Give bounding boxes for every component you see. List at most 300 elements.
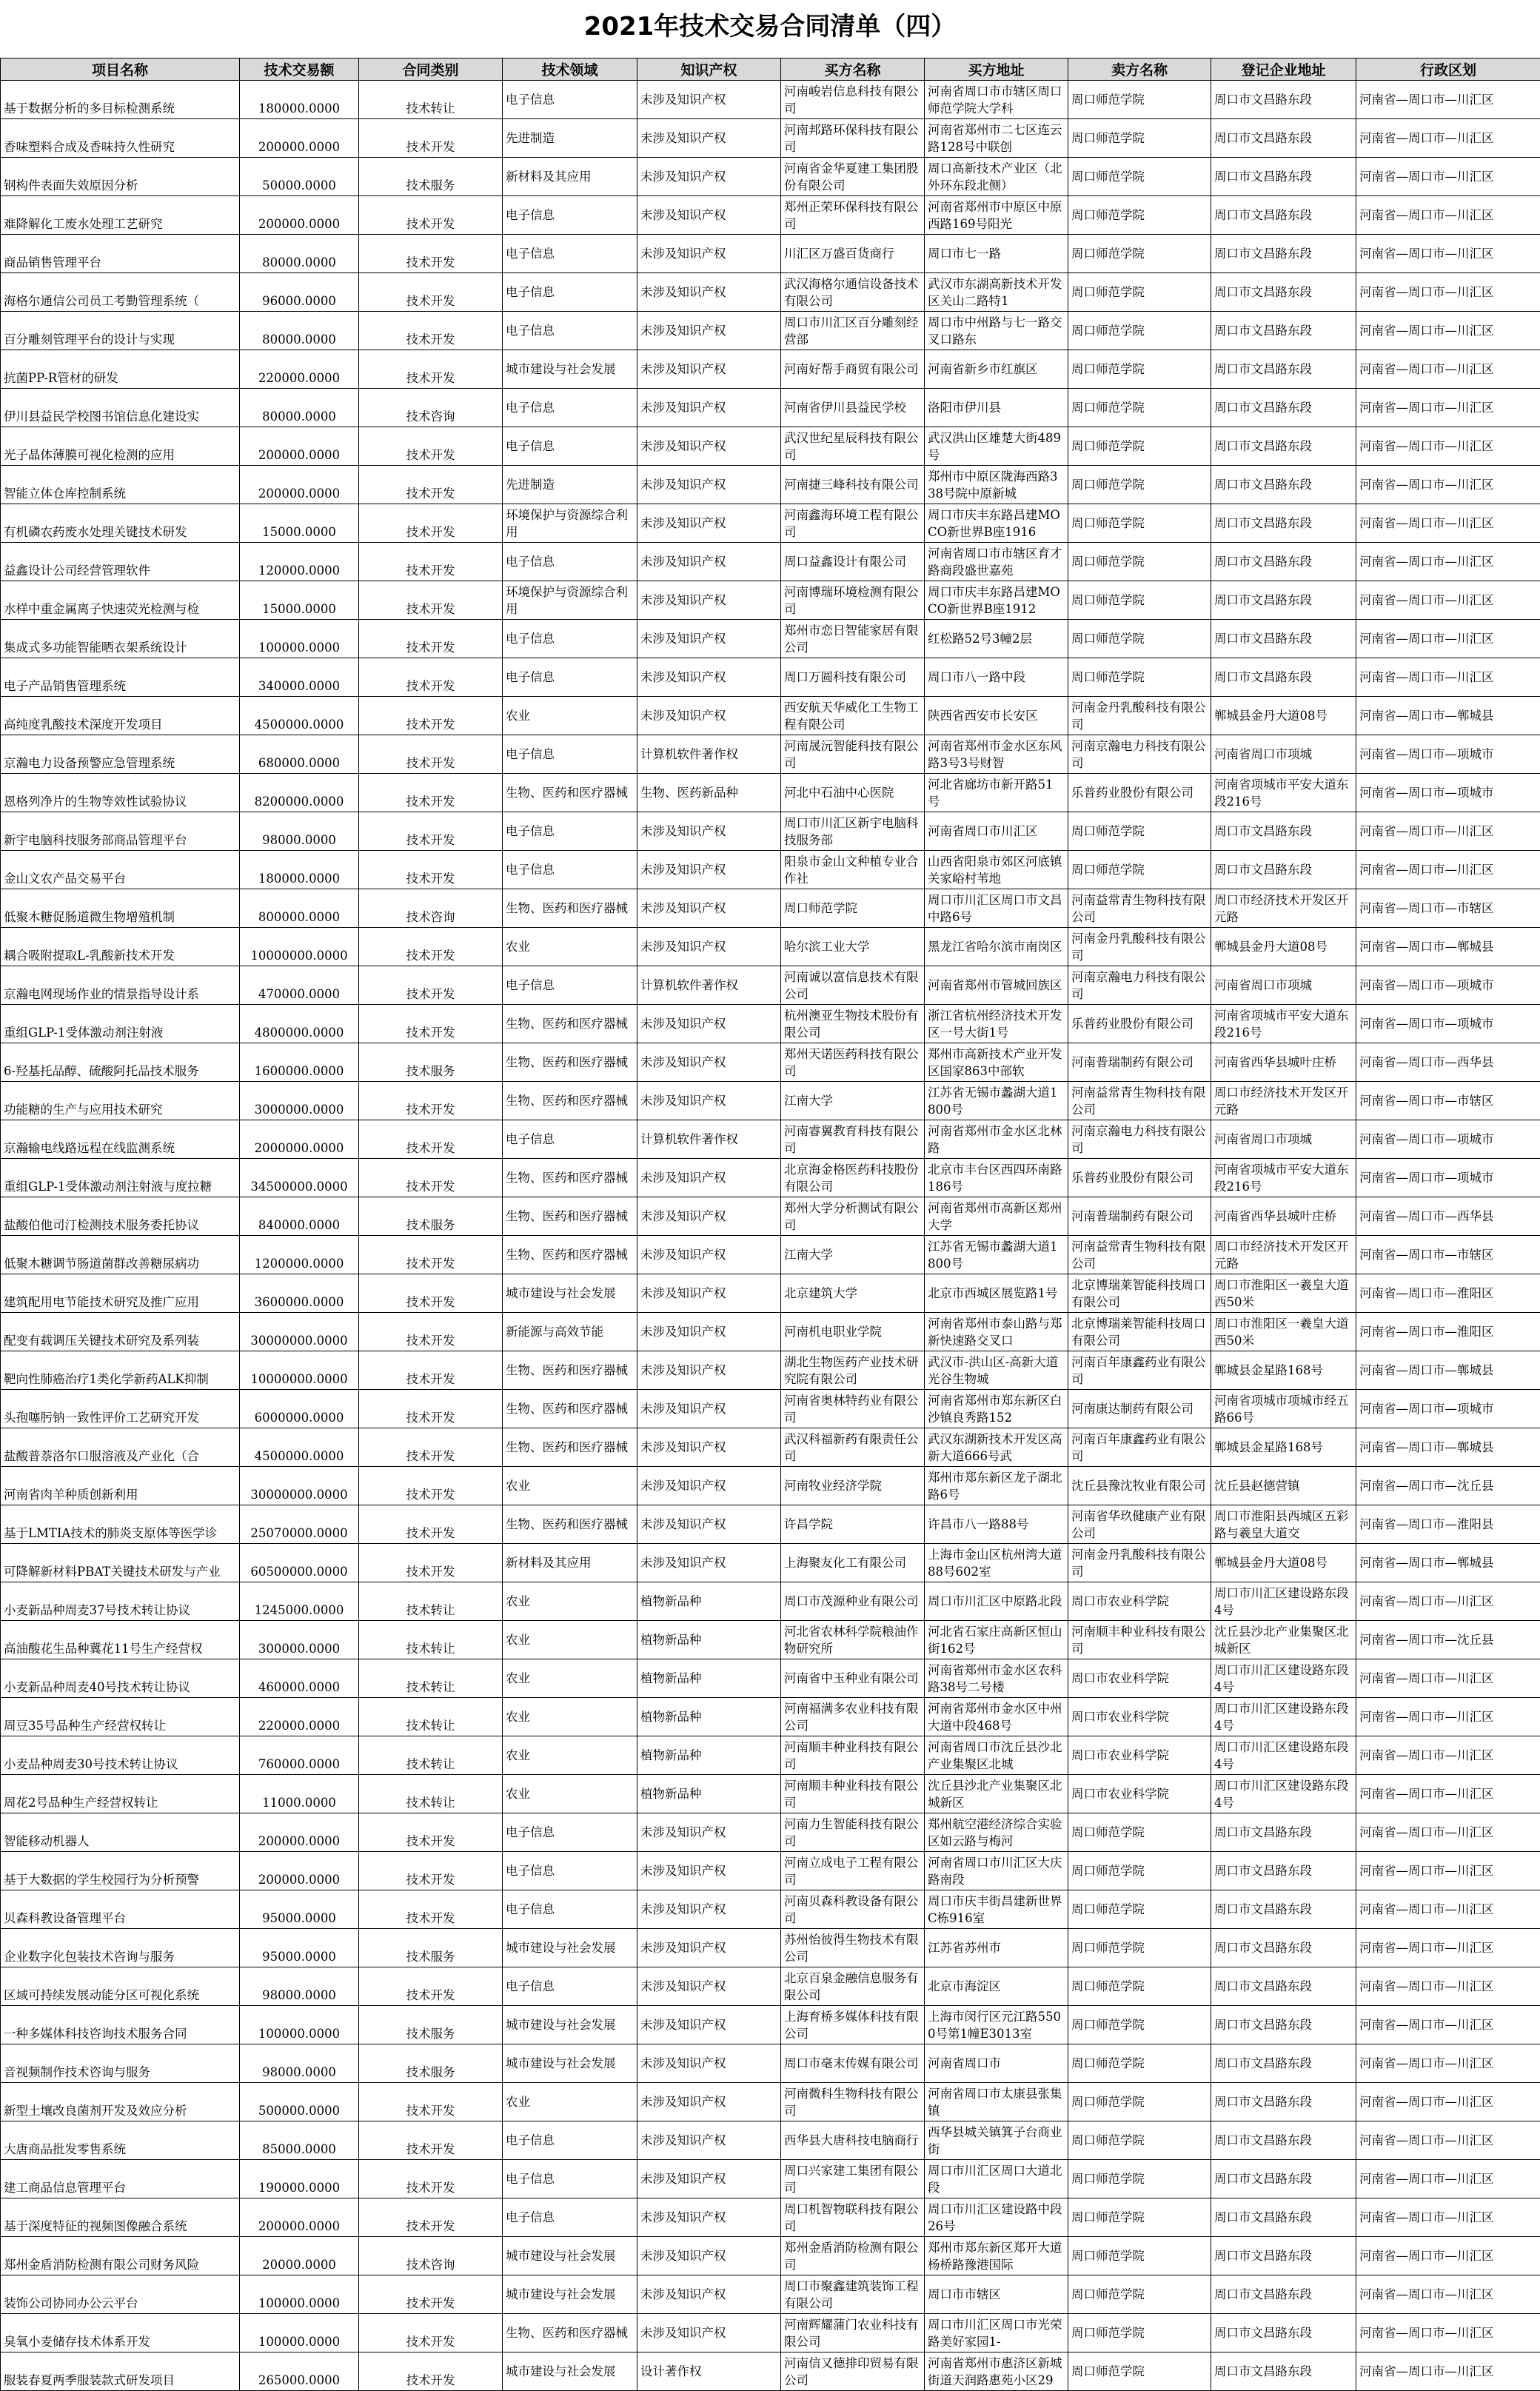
cell-text: 未涉及知识产权 (640, 1248, 726, 1262)
cell-registered-address (1211, 581, 1356, 620)
cell-text: 郑州市恋日智能家居有限公司 (784, 623, 919, 655)
cell-text: 周口师范学院 (1071, 670, 1145, 684)
cell-district (1356, 1544, 1540, 1582)
cell-text: 周口市川汇区建设路东段4号 (1214, 1739, 1349, 1771)
cell-seller-name (1068, 466, 1211, 504)
table-row (1, 350, 1540, 389)
cell-project-name: 靶向性肺癌治疗1类化学新药ALK抑制 (1, 1351, 240, 1390)
cell-buyer-name (781, 1621, 925, 1659)
cell-project-name: 耦合吸附提取L-乳酸新技术开发 (1, 928, 240, 966)
cell-text: 上海市闵行区元江路5500号第1幢E3013室 (928, 2009, 1061, 2041)
cell-text: 河南省—周口市—川汇区 (1359, 208, 1494, 222)
cell-text: 新能源与高效节能 (506, 1325, 603, 1339)
cell-seller-name (1068, 1544, 1211, 1582)
cell-text: 植物新品种 (640, 1710, 702, 1724)
cell-ip (637, 1852, 781, 1890)
cell-contract-type: 技术开发 (359, 1852, 503, 1890)
cell-text: 河南省—周口市—淮阳县 (1359, 1517, 1494, 1531)
cell-buyer-name (781, 2198, 925, 2237)
cell-amount: 470000.0000 (240, 966, 359, 1005)
cell-text: 生物、医药和医疗器械 (506, 1248, 628, 1262)
cell-registered-address (1211, 350, 1356, 389)
cell-tech-field (503, 543, 637, 581)
cell-tech-field (503, 2044, 637, 2083)
cell-buyer-address (925, 119, 1068, 158)
cell-amount: 190000.0000 (240, 2160, 359, 2198)
cell-buyer-address (925, 812, 1068, 851)
cell-tech-field (503, 235, 637, 273)
cell-project-name: 服装春夏两季服装款式研发项目 (1, 2352, 240, 2391)
cell-text: 未涉及知识产权 (640, 555, 726, 569)
cell-text: 河南普瑞制药有限公司 (1071, 1209, 1194, 1223)
cell-text: 未涉及知识产权 (640, 1556, 726, 1570)
cell-seller-name (1068, 1775, 1211, 1813)
cell-text: 农业 (506, 1479, 530, 1493)
cell-contract-type: 技术开发 (359, 2198, 503, 2237)
cell-buyer-name (781, 158, 925, 196)
cell-registered-address (1211, 2121, 1356, 2160)
cell-seller-name (1068, 2275, 1211, 2314)
cell-buyer-name (781, 1428, 925, 1467)
cell-buyer-address (925, 1736, 1068, 1775)
cell-tech-field (503, 466, 637, 504)
cell-tech-field (503, 119, 637, 158)
cell-project-name: 一种多媒体科技咨询技术服务合同 (1, 2006, 240, 2044)
cell-project-name: 可降解新材料PBAT关键技术研发与产业 (1, 1544, 240, 1582)
cell-buyer-address (925, 1197, 1068, 1236)
cell-registered-address (1211, 2352, 1356, 2391)
table-row (1, 1890, 1540, 1929)
table-row (1, 2044, 1540, 2083)
cell-text: 周口师范学院 (1071, 401, 1145, 415)
cell-seller-name (1068, 1313, 1211, 1351)
cell-text: 北京市丰台区西四环南路186号 (928, 1162, 1062, 1194)
cell-buyer-address (925, 1159, 1068, 1197)
cell-registered-address (1211, 389, 1356, 427)
cell-registered-address (1211, 620, 1356, 658)
header-contract-type: 合同类别 (359, 58, 503, 81)
cell-text: 乐普药业股份有限公司 (1071, 1017, 1194, 1031)
cell-contract-type: 技术服务 (359, 1197, 503, 1236)
cell-ip (637, 543, 781, 581)
cell-contract-type: 技术开发 (359, 581, 503, 620)
cell-text: 未涉及知识产权 (640, 593, 726, 607)
cell-text: 周口市川汇区周口市光荣路美好家园1- (928, 2317, 1062, 2349)
cell-project-name: 建筑配用电节能技术研究及推广应用 (1, 1274, 240, 1313)
cell-amount: 15000.0000 (240, 504, 359, 543)
cell-text: 未涉及知识产权 (640, 1171, 726, 1185)
cell-text: 农业 (506, 1787, 530, 1801)
cell-registered-address (1211, 196, 1356, 235)
cell-text: 河北省廊坊市新开路51号 (928, 777, 1054, 809)
cell-registered-address (1211, 466, 1356, 504)
cell-amount: 680000.0000 (240, 735, 359, 774)
cell-text: 河南诚以富信息技术有限公司 (784, 969, 919, 1001)
cell-text: 电子信息 (506, 401, 555, 415)
cell-text: 河南省—周口市—沈丘县 (1359, 1633, 1494, 1647)
cell-registered-address (1211, 1890, 1356, 1929)
cell-text: 城市建设与社会发展 (506, 2056, 616, 2070)
cell-contract-type: 技术转让 (359, 1775, 503, 1813)
cell-text: 电子信息 (506, 324, 555, 338)
cell-text: 电子信息 (506, 978, 555, 992)
cell-text: 河南省项城市平安大道东段216号 (1214, 1008, 1349, 1040)
cell-text: 周口师范学院 (1071, 2210, 1145, 2224)
cell-seller-name (1068, 1467, 1211, 1505)
cell-ip (637, 1736, 781, 1775)
cell-project-name: 新型土壤改良菌剂开发及效应分析 (1, 2083, 240, 2121)
cell-tech-field (503, 350, 637, 389)
cell-buyer-name (781, 2314, 925, 2352)
cell-amount: 3600000.0000 (240, 1274, 359, 1313)
cell-text: 江苏省无锡市蠡湖大道1800号 (928, 1085, 1058, 1117)
cell-project-name: 智能移动机器人 (1, 1813, 240, 1852)
cell-tech-field (503, 1621, 637, 1659)
cell-text: 武汉东湖新技术开发区高新大道666号武 (928, 1431, 1062, 1463)
cell-ip (637, 1274, 781, 1313)
cell-text: 上海聚友化工有限公司 (784, 1556, 906, 1570)
table-row (1, 466, 1540, 504)
cell-amount: 30000000.0000 (240, 1467, 359, 1505)
cell-buyer-name (781, 1582, 925, 1621)
cell-text: 北京市海淀区 (928, 1979, 1001, 1993)
cell-ip (637, 1929, 781, 1967)
table-row (1, 543, 1540, 581)
cell-contract-type: 技术转让 (359, 1582, 503, 1621)
cell-text: 先进制造 (506, 131, 555, 145)
cell-ip (637, 2006, 781, 2044)
cell-buyer-name (781, 235, 925, 273)
cell-text: 黑龙江省哈尔滨市南岗区 (928, 940, 1062, 954)
cell-seller-name (1068, 2352, 1211, 2391)
cell-text: 江苏省苏州市 (928, 1941, 1001, 1955)
cell-district (1356, 273, 1540, 312)
cell-text: 生物、医药和医疗器械 (506, 1402, 628, 1416)
cell-text: 周口师范学院 (1071, 170, 1145, 184)
cell-contract-type: 技术开发 (359, 1159, 503, 1197)
cell-contract-type: 技术开发 (359, 312, 503, 350)
cell-text: 河南邦路环保科技有限公司 (784, 122, 919, 154)
table-row (1, 1274, 1540, 1313)
cell-seller-name (1068, 1197, 1211, 1236)
cell-seller-name (1068, 1159, 1211, 1197)
cell-ip (637, 1813, 781, 1852)
cell-text: 周口市川汇区建设路东段4号 (1214, 1778, 1349, 1810)
cell-seller-name (1068, 2237, 1211, 2275)
cell-project-name: 周豆35号品种生产经营权转让 (1, 1698, 240, 1736)
cell-registered-address (1211, 1659, 1356, 1698)
table-row (1, 1390, 1540, 1428)
cell-tech-field (503, 928, 637, 966)
cell-buyer-address (925, 1967, 1068, 2006)
table-row (1, 1698, 1540, 1736)
cell-amount: 1245000.0000 (240, 1582, 359, 1621)
cell-text: 河南省—周口市—郸城县 (1359, 709, 1494, 723)
cell-seller-name (1068, 1659, 1211, 1698)
cell-contract-type: 技术开发 (359, 273, 503, 312)
cell-ip (637, 1467, 781, 1505)
cell-buyer-address (925, 2275, 1068, 2314)
cell-text: 周口市文昌路东段 (1214, 2133, 1312, 2147)
cell-text: 河南省—周口市—川汇区 (1359, 670, 1494, 684)
cell-amount: 460000.0000 (240, 1659, 359, 1698)
cell-contract-type: 技术开发 (359, 1505, 503, 1544)
cell-text: 周口市农业科学院 (1071, 1710, 1169, 1724)
cell-project-name: 新宇电脑科技服务部商品管理平台 (1, 812, 240, 851)
cell-text: 未涉及知识产权 (640, 247, 726, 261)
cell-amount: 8200000.0000 (240, 774, 359, 812)
cell-ip (637, 735, 781, 774)
cell-text: 计算机软件著作权 (640, 747, 738, 761)
cell-text: 河南省周口市太康县张集镇 (928, 2086, 1062, 2118)
cell-text: 河南省—周口市—郸城县 (1359, 940, 1494, 954)
cell-text: 河南省—周口市—川汇区 (1359, 593, 1494, 607)
cell-text: 周口市毫末传媒有限公司 (784, 2056, 919, 2070)
cell-buyer-name (781, 1082, 925, 1120)
cell-text: 河南省中玉种业有限公司 (784, 1671, 919, 1685)
cell-registered-address (1211, 1775, 1356, 1813)
cell-ip (637, 1390, 781, 1428)
table-row (1, 1236, 1540, 1274)
table-row (1, 851, 1540, 889)
cell-buyer-address (925, 1621, 1068, 1659)
cell-contract-type: 技术开发 (359, 1082, 503, 1120)
cell-district (1356, 851, 1540, 889)
cell-text: 河南省新乡市红旗区 (928, 362, 1038, 376)
cell-amount: 3000000.0000 (240, 1082, 359, 1120)
cell-text: 河南省郑州市金水区中州大道中段468号 (928, 1701, 1062, 1733)
cell-buyer-address (925, 581, 1068, 620)
cell-text: 周口市中州路与七一路交叉口路东 (928, 315, 1062, 347)
cell-text: 设计著作权 (640, 2364, 702, 2378)
cell-buyer-name (781, 1967, 925, 2006)
cell-district (1356, 2352, 1540, 2391)
cell-text: 沈丘县沙北产业集聚区北城新区 (1214, 1624, 1349, 1656)
cell-buyer-name (781, 1120, 925, 1159)
cell-text: 周口师范学院 (1071, 2172, 1145, 2186)
cell-project-name: 基于LMTIA技术的肺炎支原体等医学诊 (1, 1505, 240, 1544)
cell-text: 生物、医药和医疗器械 (506, 1017, 628, 1031)
cell-text: 郑州市中原区陇海西路338号院中原新城 (928, 469, 1058, 501)
cell-ip (637, 158, 781, 196)
cell-amount: 95000.0000 (240, 1929, 359, 1967)
cell-text: 未涉及知识产权 (640, 632, 726, 646)
cell-text: 河南省—周口市—川汇区 (1359, 2018, 1494, 2032)
cell-buyer-address (925, 2314, 1068, 2352)
cell-text: 河南省—周口市—川汇区 (1359, 478, 1494, 492)
cell-text: 周口市文昌路东段 (1214, 208, 1312, 222)
cell-tech-field (503, 81, 637, 119)
cell-text: 周口市川汇区建设路东段4号 (1214, 1585, 1349, 1617)
cell-text: 河南力生智能科技有限公司 (784, 1816, 919, 1848)
cell-buyer-address (925, 1428, 1068, 1467)
cell-text: 河南贝森科教设备有限公司 (784, 1893, 919, 1925)
cell-text: 周口市文昌路东段 (1214, 362, 1312, 376)
cell-text: 未涉及知识产权 (640, 1209, 726, 1223)
cell-contract-type: 技术开发 (359, 543, 503, 581)
cell-district (1356, 350, 1540, 389)
cell-text: 河北中石油中心医院 (784, 786, 894, 800)
cell-contract-type: 技术开发 (359, 2083, 503, 2121)
cell-contract-type: 技术开发 (359, 350, 503, 389)
cell-district (1356, 1890, 1540, 1929)
cell-project-name: 盐酸普萘洛尔口服溶液及产业化（合 (1, 1428, 240, 1467)
cell-tech-field (503, 1467, 637, 1505)
cell-registered-address (1211, 966, 1356, 1005)
cell-registered-address (1211, 427, 1356, 466)
cell-project-name: 头孢噻肟钠一致性评价工艺研究开发 (1, 1390, 240, 1428)
cell-text: 未涉及知识产权 (640, 709, 726, 723)
cell-text: 河南省—周口市—西华县 (1359, 1055, 1494, 1069)
table-row (1, 697, 1540, 735)
cell-buyer-name (781, 1005, 925, 1043)
cell-text: 河南省郑州市金水区农科路38号二号楼 (928, 1662, 1062, 1694)
cell-district (1356, 620, 1540, 658)
cell-seller-name (1068, 1390, 1211, 1428)
cell-text: 周口师范学院 (1071, 439, 1145, 453)
cell-text: 河南捷三峰科技有限公司 (784, 478, 919, 492)
cell-registered-address (1211, 312, 1356, 350)
cell-ip (637, 1505, 781, 1544)
cell-buyer-address (925, 1929, 1068, 1967)
cell-seller-name (1068, 774, 1211, 812)
cell-text: 未涉及知识产权 (640, 2095, 726, 2109)
cell-text: 河南省—周口市—川汇区 (1359, 93, 1494, 107)
cell-district (1356, 1082, 1540, 1120)
cell-seller-name (1068, 1082, 1211, 1120)
cell-ip (637, 1236, 781, 1274)
cell-text: 河南省—周口市—川汇区 (1359, 824, 1494, 838)
cell-ip (637, 889, 781, 928)
cell-buyer-address (925, 427, 1068, 466)
cell-text: 周口师范学院 (1071, 1941, 1145, 1955)
cell-text: 周口市文昌路东段 (1214, 632, 1312, 646)
cell-district (1356, 1813, 1540, 1852)
cell-buyer-name (781, 427, 925, 466)
cell-text: 周口益鑫设计有限公司 (784, 555, 906, 569)
cell-seller-name (1068, 389, 1211, 427)
table-row (1, 427, 1540, 466)
cell-amount: 2000000.0000 (240, 1120, 359, 1159)
cell-text: 武汉海格尔通信设备技术有限公司 (784, 276, 919, 308)
cell-text: 河南省—周口市—川汇区 (1359, 1902, 1494, 1916)
cell-text: 农业 (506, 1671, 530, 1685)
cell-text: 周口市文昌路东段 (1214, 170, 1312, 184)
cell-amount: 60500000.0000 (240, 1544, 359, 1582)
cell-text: 未涉及知识产权 (640, 2249, 726, 2263)
cell-registered-address (1211, 2275, 1356, 2314)
cell-buyer-name (781, 1274, 925, 1313)
cell-text: 未涉及知识产权 (640, 170, 726, 184)
cell-buyer-name (781, 1236, 925, 1274)
table-row (1, 1582, 1540, 1621)
cell-ip (637, 1082, 781, 1120)
cell-district (1356, 1621, 1540, 1659)
cell-registered-address (1211, 2044, 1356, 2083)
cell-buyer-name (781, 2352, 925, 2391)
cell-amount: 220000.0000 (240, 350, 359, 389)
cell-text: 电子信息 (506, 747, 555, 761)
cell-text: 周口市庆丰东路昌建MOCO新世界B座1916 (928, 507, 1060, 539)
cell-text: 河南好帮手商贸有限公司 (784, 362, 919, 376)
cell-text: 生物、医药新品种 (640, 786, 738, 800)
cell-project-name: 电子产品销售管理系统 (1, 658, 240, 697)
cell-registered-address (1211, 889, 1356, 928)
cell-buyer-name (781, 2083, 925, 2121)
cell-text: 周口师范学院 (1071, 1979, 1145, 1993)
cell-tech-field (503, 2237, 637, 2275)
cell-registered-address (1211, 119, 1356, 158)
cell-buyer-name (781, 620, 925, 658)
cell-contract-type: 技术开发 (359, 2121, 503, 2160)
cell-project-name: 钢构件表面失效原因分析 (1, 158, 240, 196)
cell-text: 生物、医药和医疗器械 (506, 1055, 628, 1069)
table-row (1, 1082, 1540, 1120)
cell-tech-field (503, 2160, 637, 2198)
cell-text: 河南京瀚电力科技有限公司 (1071, 969, 1206, 1001)
cell-project-name: 河南省肉羊种质创新利用 (1, 1467, 240, 1505)
cell-district (1356, 1120, 1540, 1159)
cell-text: 生物、医药和医疗器械 (506, 1363, 628, 1377)
cell-buyer-address (925, 1813, 1068, 1852)
cell-buyer-address (925, 1890, 1068, 1929)
cell-text: 河南省—周口市—川汇区 (1359, 1825, 1494, 1839)
cell-buyer-address (925, 1775, 1068, 1813)
cell-text: 西华县城关镇箕子台商业街 (928, 2124, 1062, 2156)
cell-text: 沈丘县豫沈牧业有限公司 (1071, 1479, 1206, 1493)
cell-text: 河南晟沅智能科技有限公司 (784, 738, 919, 770)
cell-text: 农业 (506, 2095, 530, 2109)
cell-text: 河南睿翼教育科技有限公司 (784, 1123, 919, 1155)
cell-project-name: 伊川县益民学校图书馆信息化建设实 (1, 389, 240, 427)
cell-text: 周口师范学院 (1071, 1864, 1145, 1878)
cell-district (1356, 1967, 1540, 2006)
cell-text: 城市建设与社会发展 (506, 1941, 616, 1955)
cell-text: 周口市文昌路东段 (1214, 401, 1312, 415)
cell-district (1356, 2006, 1540, 2044)
cell-text: 川汇区万盛百货商行 (784, 247, 894, 261)
cell-tech-field (503, 1967, 637, 2006)
cell-contract-type: 技术开发 (359, 466, 503, 504)
cell-amount: 200000.0000 (240, 196, 359, 235)
cell-project-name: 6-羟基托品醇、硫酸阿托品技术服务 (1, 1043, 240, 1082)
cell-buyer-name (781, 2044, 925, 2083)
cell-buyer-address (925, 273, 1068, 312)
cell-text: 西安航天华威化工生物工程有限公司 (784, 700, 919, 732)
cell-contract-type: 技术开发 (359, 928, 503, 966)
cell-buyer-address (925, 1082, 1068, 1120)
cell-buyer-name (781, 1313, 925, 1351)
cell-tech-field (503, 697, 637, 735)
cell-text: 未涉及知识产权 (640, 285, 726, 299)
cell-seller-name (1068, 2044, 1211, 2083)
cell-tech-field (503, 504, 637, 543)
table-row (1, 1043, 1540, 1082)
cell-seller-name (1068, 312, 1211, 350)
cell-text: 乐普药业股份有限公司 (1071, 786, 1194, 800)
cell-text: 河南省—周口市—川汇区 (1359, 170, 1494, 184)
table-row (1, 1736, 1540, 1775)
cell-text: 未涉及知识产权 (640, 439, 726, 453)
cell-text: 郑州大学分析测试有限公司 (784, 1200, 919, 1232)
cell-text: 电子信息 (506, 2210, 555, 2224)
cell-amount: 760000.0000 (240, 1736, 359, 1775)
cell-text: 河南省—周口市—西华县 (1359, 1209, 1494, 1223)
cell-ip (637, 2121, 781, 2160)
cell-buyer-address (925, 235, 1068, 273)
cell-tech-field (503, 966, 637, 1005)
cell-text: 河南博瑞环境检测有限公司 (784, 584, 919, 616)
